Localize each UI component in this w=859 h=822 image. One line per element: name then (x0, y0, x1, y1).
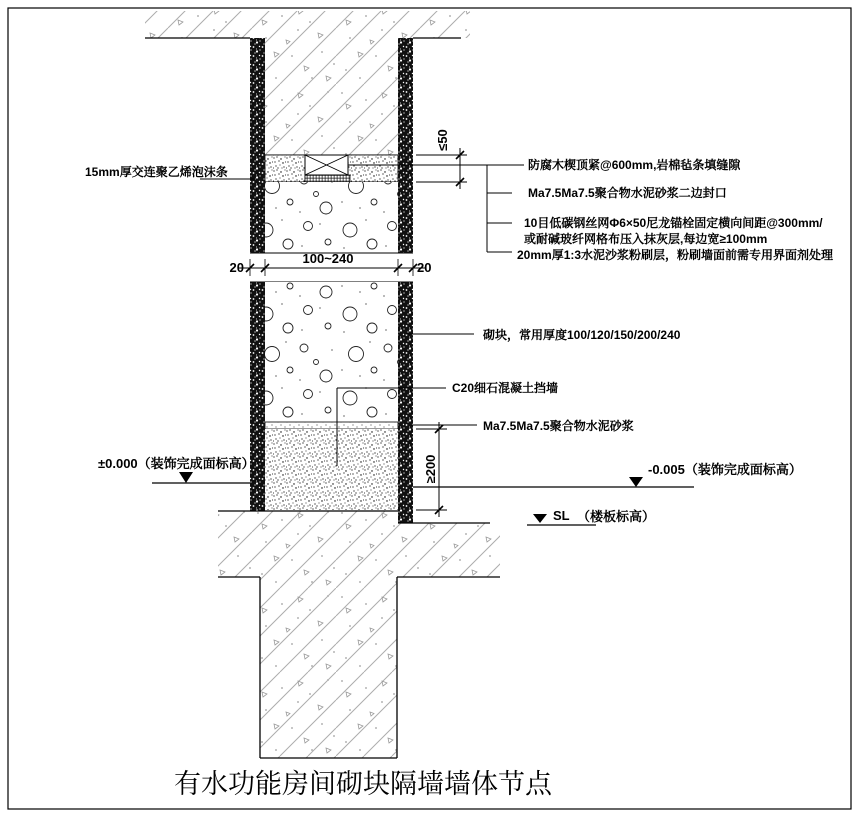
label-mortar: Ma7.5Ma7.5聚合物水泥砂浆 (483, 419, 634, 433)
mortar-bed-layer (265, 422, 398, 429)
dim-ge200-text: ≥200 (423, 454, 438, 484)
dim-mid-width: 100~240 (302, 251, 354, 266)
joint-mortar-left (265, 155, 305, 182)
label-mortar-seal: Ma7.5Ma7.5聚合物水泥砂浆二边封口 (528, 186, 727, 200)
plaster-strip-upper-left (250, 38, 265, 253)
plaster-strip-lower-right (398, 282, 413, 523)
label-c20: C20细石混凝土挡墙 (452, 381, 559, 395)
label-block: 砌块，常用厚度100/120/150/200/240 (483, 328, 681, 342)
label-foam-strip: 15mm厚交连聚乙烯泡沫条 (85, 165, 228, 179)
label-steel-mesh-line2: 或耐碱玻纤网格布压入抹灰层,每边宽≥100mm (524, 232, 768, 246)
concrete-plinth (265, 429, 398, 510)
elevation-sl-note: （楼板标高） (577, 509, 656, 524)
dim-le50-text: ≤50 (435, 129, 450, 151)
elevation-left-text: ±0.000（装饰完成面标高） (98, 456, 255, 471)
plaster-strip-lower-left (250, 282, 265, 511)
plaster-strip-upper-right (398, 38, 413, 253)
label-steel-mesh-line1: 10目低碳钢丝网Φ6×50尼龙锚栓固定横向间距@300mm/ (524, 216, 823, 230)
drawing-title: 有水功能房间砌块隔墙墙体节点 (174, 769, 552, 799)
label-wood-wedge: 防腐木楔顶紧@600mm,岩棉毡条填缝隙 (528, 158, 741, 172)
drawing-border (8, 8, 851, 809)
rockwool-felt-strip (305, 175, 350, 182)
dim-right-20: 20 (417, 260, 432, 275)
elevation-right-text: -0.005（装饰完成面标高） (648, 462, 802, 477)
upper-block-wall (250, 182, 413, 253)
label-render-coat: 20mm厚1:3水泥沙浆粉刷层，粉刷墙面前需专用界面剂处理 (517, 248, 834, 262)
joint-mortar-right (348, 155, 398, 182)
elevation-sl-text: SL (553, 508, 570, 523)
lower-block-wall (250, 282, 413, 510)
top-joint-zone (265, 155, 398, 182)
wood-wedge (305, 155, 348, 175)
dim-left-20: 20 (229, 260, 244, 275)
